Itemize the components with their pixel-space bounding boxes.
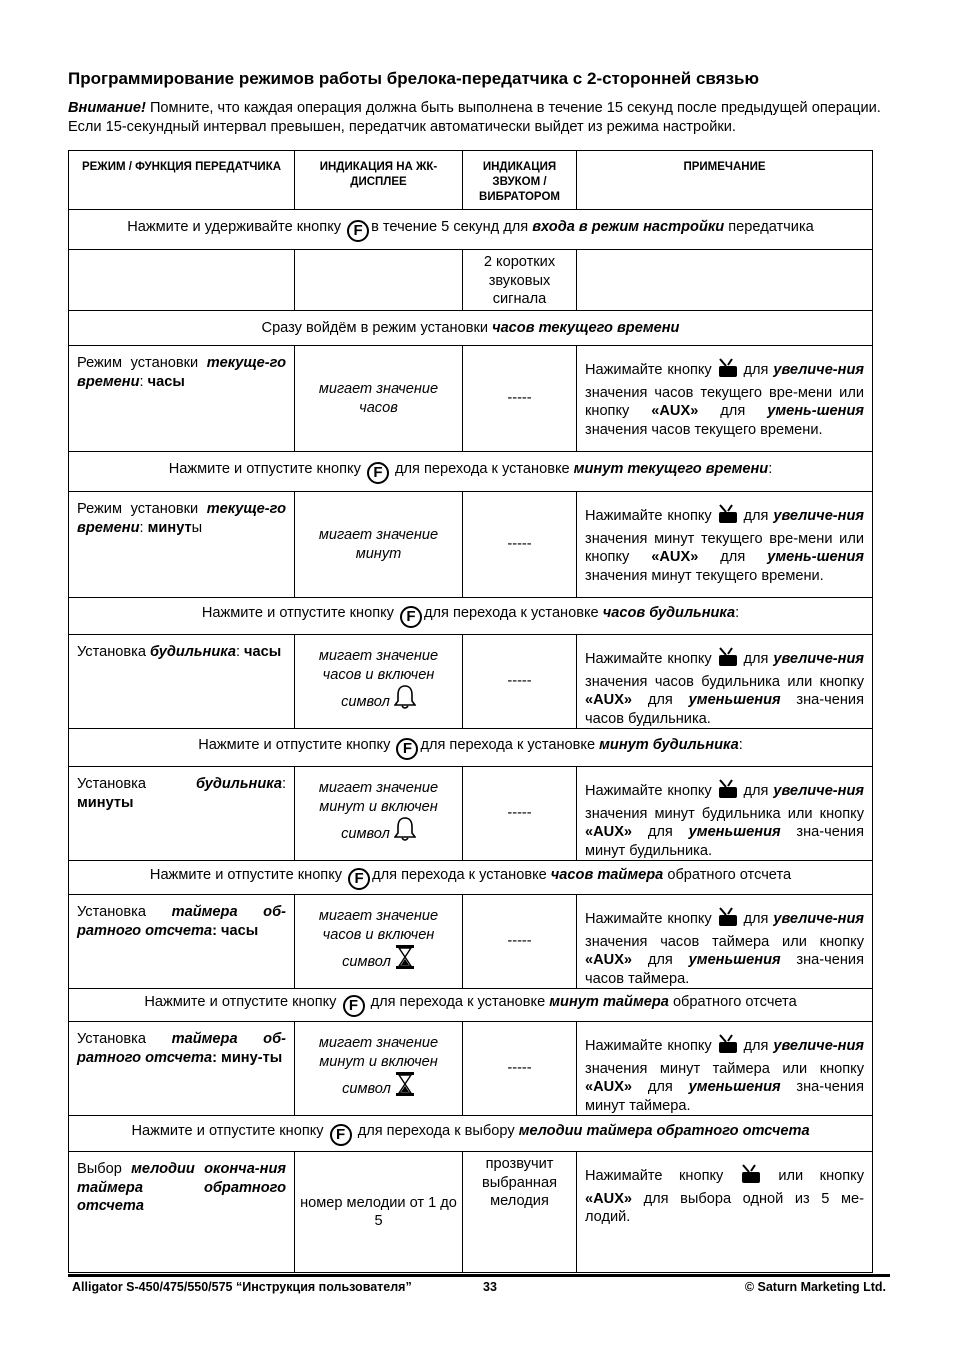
note-text: для: [632, 824, 689, 840]
note-text: значения часов будильника или кнопку: [585, 673, 864, 690]
note-text: значения часов таймера или кнопку: [585, 933, 864, 950]
step-text: для перехода к установке: [424, 605, 603, 621]
table-row: [69, 895, 873, 989]
lock-button-icon: [717, 358, 739, 384]
step-text: для перехода к установке: [390, 460, 574, 477]
lcd-cell: номер мелодии от 1 до 5: [295, 1152, 463, 1273]
step-text: :: [768, 460, 773, 477]
step-text-cell: [69, 598, 873, 635]
mode-text: Выбор: [77, 1161, 132, 1177]
lcd-text: мигает значение минут и включен: [318, 780, 439, 815]
note-text: Нажимайте кнопку: [585, 651, 717, 667]
step-text-cell: [69, 861, 873, 895]
mode-text: Установка: [77, 644, 151, 660]
mode-text: ы: [191, 519, 203, 536]
lock-button-icon: [717, 504, 739, 530]
note-emphasis: уменьшения: [688, 692, 781, 708]
mode-emphasis: таймера об-ратного отсчета: [77, 1031, 286, 1066]
step-emphasis: часов таймера: [550, 866, 664, 883]
table-row: [69, 346, 873, 452]
mode-emphasis: мелодии оконча-ния таймера обратного отсчета: [77, 1161, 286, 1214]
sound-cell: -----: [463, 635, 577, 729]
empty-cell: [69, 250, 295, 311]
note-cell: [577, 635, 873, 729]
step-text: Нажмите и отпустите кнопку: [201, 605, 399, 621]
mode-bold: часы: [147, 373, 185, 390]
note-text: значения минут будильника или кнопку: [585, 805, 864, 822]
lock-button-icon: [717, 1034, 739, 1060]
mode-text: :: [212, 922, 222, 939]
step-row: [69, 729, 873, 767]
note-emphasis: уменьшения: [688, 824, 781, 840]
step-emphasis: минут будильника: [599, 736, 739, 753]
mode-text: Установка: [77, 776, 197, 792]
sound-cell: -----: [463, 767, 577, 861]
mode-emphasis: текуще-го времени: [77, 355, 286, 390]
lcd-cell: [295, 635, 463, 729]
lcd-cell: мигает значение минут: [295, 492, 463, 598]
header-note: ПРИМЕЧАНИЕ: [577, 151, 873, 210]
note-emphasis: увеличе-ния: [773, 362, 864, 378]
mode-text: :: [235, 644, 245, 660]
step-emphasis: входа в режим настройки: [532, 218, 725, 235]
lcd-text: мигает значение часов и включен: [318, 648, 439, 683]
table-row: [69, 1152, 873, 1273]
note-text: для: [632, 952, 689, 968]
step-start-text: [69, 311, 873, 346]
mode-cell: [69, 346, 295, 452]
step-text-cell: [69, 1116, 873, 1152]
lcd-cell: [295, 895, 463, 989]
note-text: для: [698, 549, 768, 565]
note-text: для выбора одной из 5 ме-лодий.: [585, 1190, 864, 1225]
mode-bold: минут: [147, 519, 192, 536]
step-text: :: [738, 736, 743, 753]
lcd-text: символ: [341, 694, 394, 711]
step-text-cell: [69, 989, 873, 1022]
footer-copyright: © Saturn Marketing Ltd.: [744, 1280, 886, 1294]
note-cell: [577, 346, 873, 452]
note-text: Нажимайте кнопку: [585, 911, 717, 927]
table-row: [69, 492, 873, 598]
table-row: [69, 635, 873, 729]
function-button-icon: F: [343, 995, 365, 1017]
mode-text: Установка: [77, 1031, 172, 1047]
mode-cell: [69, 767, 295, 861]
step-text: для перехода к установке: [420, 736, 600, 753]
step-row: [69, 452, 873, 492]
table-row: [69, 767, 873, 861]
note-text: зна-чения часов таймера.: [585, 952, 864, 987]
lcd-cell: мигает значение часов: [295, 346, 463, 452]
table-row-beeps: [69, 250, 873, 311]
note-text: значения часов текущего вре-мени или кнопку: [585, 384, 864, 419]
programming-table: [68, 150, 873, 1273]
step-row: [69, 861, 873, 895]
lcd-cell: [295, 1022, 463, 1116]
step-row: [69, 1116, 873, 1152]
hourglass-icon: [395, 944, 415, 976]
page-number: 33: [483, 1280, 497, 1294]
aux-label: «AUX»: [651, 403, 699, 419]
sound-cell: -----: [463, 895, 577, 989]
step-text: передатчика: [724, 218, 814, 235]
note-text: Нажимайте кнопку: [585, 508, 717, 524]
note-text: Нажимайте кнопку: [585, 783, 717, 799]
note-cell: [577, 895, 873, 989]
step-row: [69, 989, 873, 1022]
warning-label: Внимание!: [68, 100, 146, 116]
note-text: для: [738, 362, 774, 378]
mode-cell: [69, 1022, 295, 1116]
step-text-cell: [69, 452, 873, 492]
sound-cell: -----: [463, 492, 577, 598]
step-enter-text: [69, 210, 873, 250]
aux-label: «AUX»: [651, 549, 699, 565]
table-row: [69, 1022, 873, 1116]
function-button-icon: F: [347, 220, 369, 242]
step-text: для перехода к установке: [366, 994, 550, 1010]
empty-cell: [577, 250, 873, 311]
step-text: Нажмите и отпустите кнопку: [198, 736, 395, 753]
step-text: Нажмите и удерживайте кнопку: [127, 218, 346, 235]
note-text: Нажимайте кнопку: [585, 362, 717, 378]
note-text: зна-чения минут будильника.: [585, 824, 864, 859]
mode-bold: минуты: [77, 794, 134, 811]
lock-button-icon: [717, 907, 739, 933]
mode-text: :: [281, 776, 286, 792]
lcd-text: символ: [342, 954, 395, 971]
sound-cell: -----: [463, 346, 577, 452]
hourglass-icon: [395, 1071, 415, 1103]
aux-label: «AUX»: [585, 952, 633, 968]
note-text: или кнопку: [761, 1168, 864, 1184]
note-emphasis: умень-шения: [767, 403, 864, 419]
step-text: Нажмите и отпустите кнопку: [131, 1122, 328, 1139]
step-text: Сразу войдём в режим установки: [261, 319, 493, 336]
lcd-text: мигает значение минут и включен: [318, 1035, 439, 1070]
mode-text: :: [212, 1049, 222, 1066]
mode-cell: [69, 895, 295, 989]
note-text: для: [698, 403, 768, 419]
step-emphasis: минут текущего времени: [573, 460, 769, 477]
function-button-icon: F: [330, 1124, 352, 1146]
note-text: для: [738, 1038, 774, 1054]
step-row-enter: [69, 210, 873, 250]
header-mode: РЕЖИМ / ФУНКЦИЯ ПЕРЕДАТЧИКА: [69, 151, 295, 210]
mode-text: Режим установки: [77, 501, 207, 517]
step-emphasis: часов будильника: [602, 605, 736, 621]
note-emphasis: увеличе-ния: [773, 508, 864, 524]
note-text: значения минут таймера или кнопку: [585, 1060, 864, 1077]
mode-text: :: [139, 373, 148, 390]
step-text: для перехода к установке: [372, 866, 551, 883]
note-emphasis: уменьшения: [688, 952, 781, 968]
warning-paragraph: [68, 99, 890, 137]
note-emphasis: увеличе-ния: [773, 651, 864, 667]
step-row: [69, 598, 873, 635]
note-text: Нажимайте кнопку: [585, 1168, 740, 1184]
note-text: значения часов текущего времени.: [585, 421, 823, 438]
note-emphasis: увеличе-ния: [773, 1038, 864, 1054]
mode-cell: [69, 492, 295, 598]
lock-button-icon: [717, 647, 739, 673]
note-emphasis: умень-шения: [767, 549, 864, 565]
mode-emphasis: будильника: [150, 644, 236, 660]
note-text: для: [738, 508, 774, 524]
note-cell: [577, 1022, 873, 1116]
footer-divider: [68, 1274, 890, 1277]
mode-bold: часы: [244, 644, 282, 660]
note-cell: [577, 492, 873, 598]
step-emphasis: минут таймера: [549, 994, 669, 1010]
note-text: для: [632, 692, 689, 708]
note-emphasis: увеличе-ния: [773, 783, 864, 799]
function-button-icon: F: [367, 462, 389, 484]
function-button-icon: F: [396, 738, 418, 760]
mode-bold: мину-ты: [221, 1049, 283, 1066]
sound-cell: 2 коротких звуковых сигнала: [463, 250, 577, 311]
sound-cell: -----: [463, 1022, 577, 1116]
note-emphasis: уменьшения: [688, 1079, 781, 1095]
function-button-icon: F: [348, 868, 370, 890]
mode-text: Режим установки: [77, 355, 207, 371]
step-text: Нажмите и отпустите кнопку: [168, 460, 365, 477]
mode-emphasis: таймера об-ратного отсчета: [77, 904, 286, 939]
step-text: обратного отсчета: [668, 994, 797, 1010]
step-row-start: [69, 311, 873, 346]
note-text: значения минут текущего времени.: [585, 567, 824, 584]
lcd-cell: [295, 767, 463, 861]
footer-manual-title: Alligator S-450/475/550/575 “Инструкция пользователя”: [72, 1280, 412, 1294]
note-cell: [577, 767, 873, 861]
header-lcd: ИНДИКАЦИЯ НА ЖК-ДИСПЛЕЕ: [295, 151, 463, 210]
bell-icon: [394, 684, 416, 716]
lock-button-icon: [740, 1164, 762, 1190]
step-text: Нажмите и отпустите кнопку: [149, 866, 347, 883]
note-text: для: [738, 651, 774, 667]
note-text: для: [738, 783, 774, 799]
lcd-text: символ: [341, 826, 394, 843]
note-text: для: [738, 911, 774, 927]
mode-text: :: [139, 519, 148, 536]
mode-bold: часы: [221, 922, 259, 939]
page-title: Программирование режимов работы брелока-передатчика с 2-сторонней связью: [68, 69, 759, 88]
note-text: значения минут текущего вре-мени или кнопку: [585, 530, 864, 565]
step-emphasis: часов текущего времени: [492, 319, 680, 336]
note-emphasis: увеличе-ния: [773, 911, 864, 927]
empty-cell: [295, 250, 463, 311]
mode-emphasis: будильника: [196, 776, 282, 792]
note-text: Нажимайте кнопку: [585, 1038, 717, 1054]
mode-text: Установка: [77, 904, 172, 920]
header-sound: ИНДИКАЦИЯ ЗВУКОМ / ВИБРАТОРОМ: [463, 151, 577, 210]
lcd-text: символ: [342, 1081, 395, 1098]
bell-icon: [394, 816, 416, 848]
sound-cell: прозвучит выбранная мелодия: [463, 1152, 577, 1273]
lock-button-icon: [717, 779, 739, 805]
step-emphasis: мелодии таймера обратного отсчета: [518, 1122, 810, 1139]
note-cell: [577, 1152, 873, 1273]
step-text: для перехода к выбору: [353, 1122, 519, 1139]
step-text: :: [735, 605, 740, 621]
step-text-cell: [69, 729, 873, 767]
mode-cell: [69, 1152, 295, 1273]
lcd-text: мигает значение часов и включен: [318, 908, 439, 943]
step-text: Нажмите и отпустите кнопку: [144, 994, 341, 1010]
step-text: в течение 5 секунд для: [371, 218, 533, 235]
aux-label: «AUX»: [585, 1079, 633, 1095]
function-button-icon: F: [400, 606, 422, 628]
table-header-row: [69, 151, 873, 210]
step-text: обратного отсчета: [663, 866, 792, 883]
aux-label: «AUX»: [585, 824, 633, 840]
note-text: зна-чения минут таймера.: [585, 1079, 864, 1114]
mode-emphasis: текуще-го времени: [77, 501, 286, 536]
aux-label: «AUX»: [585, 1190, 633, 1207]
mode-cell: [69, 635, 295, 729]
aux-label: «AUX»: [585, 692, 633, 708]
note-text: зна-чения часов будильника.: [585, 692, 864, 727]
note-text: для: [632, 1079, 689, 1095]
warning-text: Помните, что каждая операция должна быть выполнена в течение 15 секунд после предыдущей операции. Если 15-секундный интервал превышен, передатчик автоматически выйдет из режима настройки.: [68, 100, 881, 135]
